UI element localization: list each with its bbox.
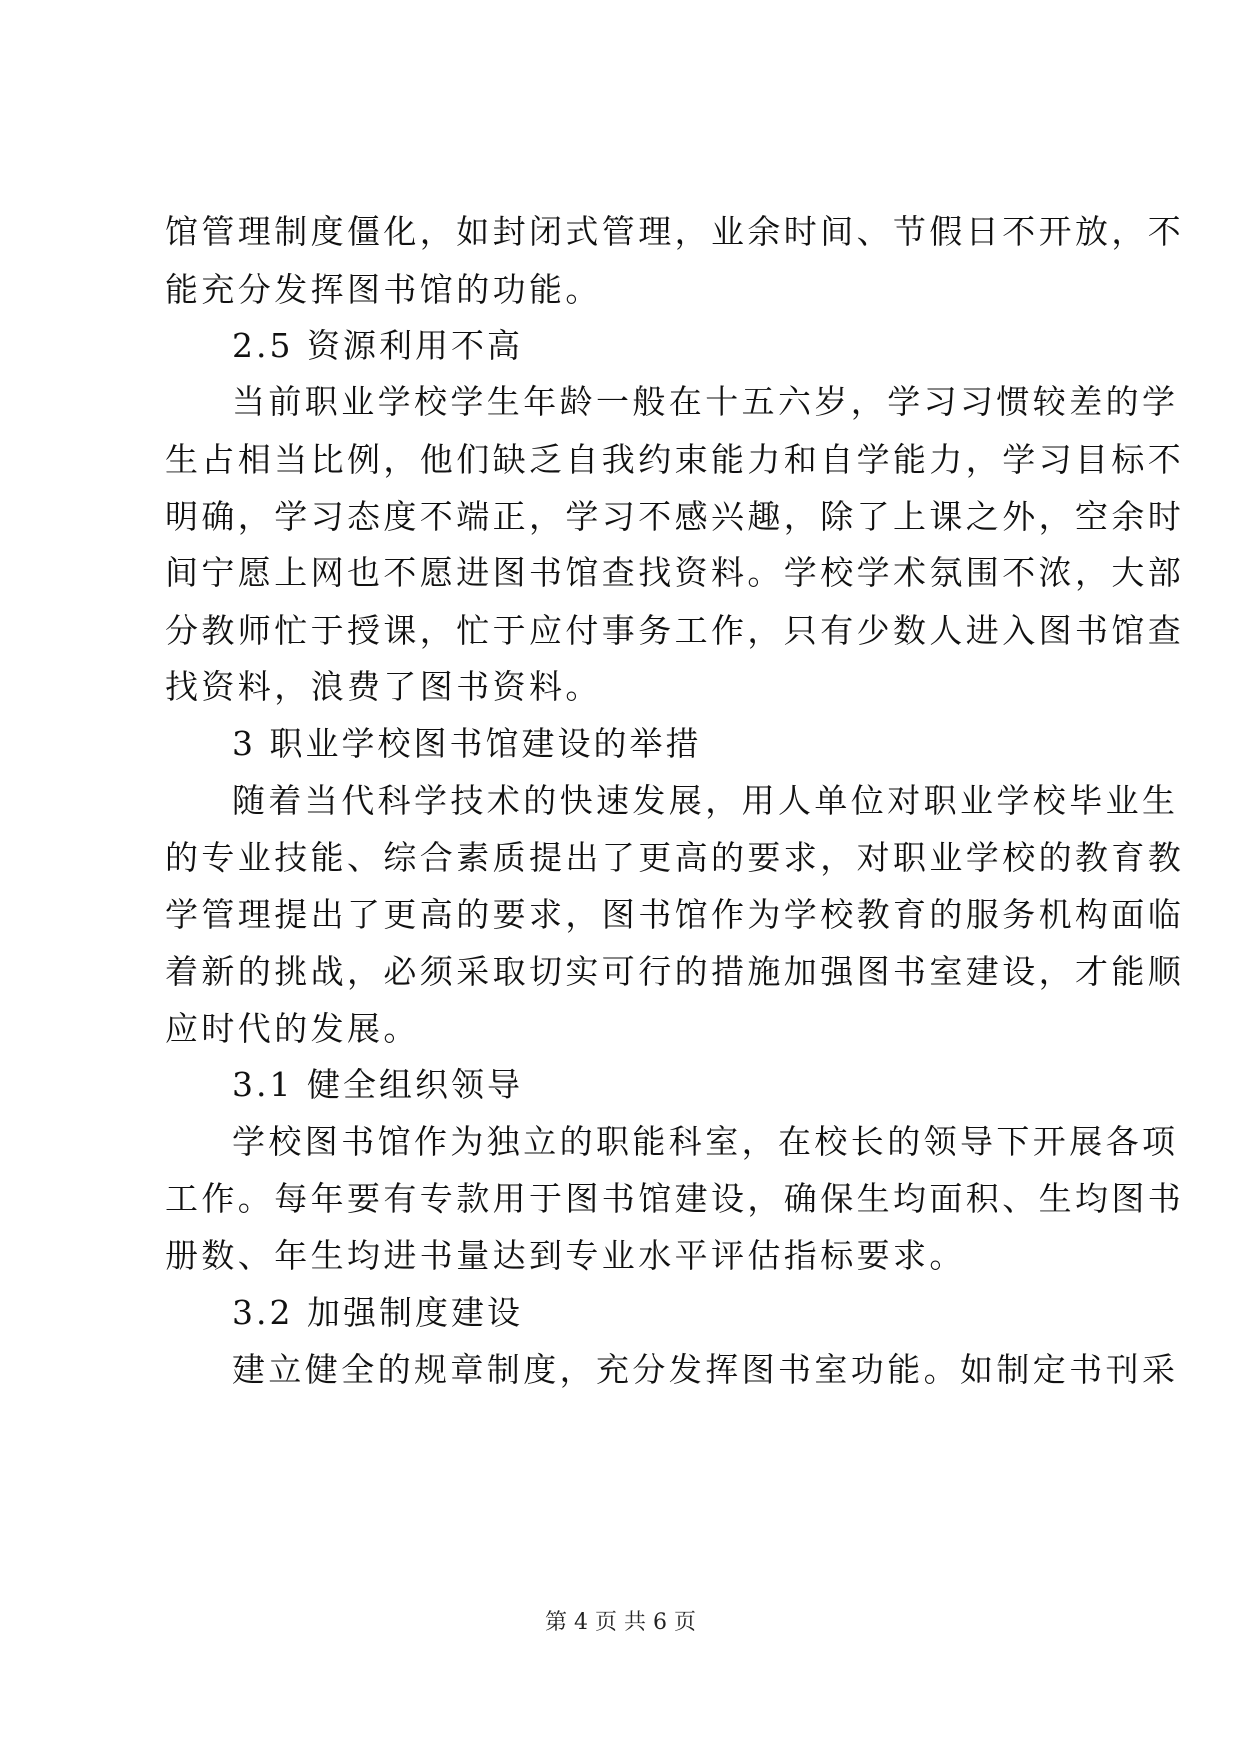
body-text-line: 找资料，浪费了图书资料。 bbox=[165, 667, 602, 706]
body-text-line: 工作。每年要有专款用于图书馆建设，确保生均面积、生均图书 bbox=[165, 1179, 1185, 1218]
section-heading-3-2: 3.2 加强制度建设 bbox=[232, 1293, 523, 1332]
body-text-line: 册数、年生均进书量达到专业水平评估指标要求。 bbox=[165, 1236, 966, 1275]
body-text-line: 随着当代科学技术的快速发展，用人单位对职业学校毕业生 bbox=[232, 781, 1179, 820]
body-text-line: 明确，学习态度不端正，学习不感兴趣，除了上课之外，空余时 bbox=[165, 497, 1185, 536]
body-text-line: 学管理提出了更高的要求，图书馆作为学校教育的服务机构面临 bbox=[165, 895, 1185, 934]
body-text-line: 当前职业学校学生年龄一般在十五六岁，学习习惯较差的学 bbox=[232, 382, 1179, 421]
body-text-line: 建立健全的规章制度，充分发挥图书室功能。如制定书刊采 bbox=[232, 1350, 1179, 1389]
body-text-line: 的专业技能、综合素质提出了更高的要求，对职业学校的教育教 bbox=[165, 838, 1185, 877]
body-text-line: 分教师忙于授课，忙于应付事务工作，只有少数人进入图书馆查 bbox=[165, 611, 1185, 650]
section-heading-3-1: 3.1 健全组织领导 bbox=[232, 1065, 523, 1104]
body-text-line: 能充分发挥图书馆的功能。 bbox=[165, 270, 602, 309]
section-heading-2-5: 2.5 资源利用不高 bbox=[232, 326, 523, 365]
body-text-line: 着新的挑战，必须采取切实可行的措施加强图书室建设，才能顺 bbox=[165, 952, 1185, 991]
body-text-line: 生占相当比例，他们缺乏自我约束能力和自学能力，学习目标不 bbox=[165, 440, 1185, 479]
body-text-line: 间宁愿上网也不愿进图书馆查找资料。学校学术氛围不浓，大部 bbox=[165, 553, 1185, 592]
body-text-line: 学校图书馆作为独立的职能科室，在校长的领导下开展各项 bbox=[232, 1122, 1179, 1161]
body-text-line: 应时代的发展。 bbox=[165, 1009, 420, 1048]
body-text-line: 馆管理制度僵化，如封闭式管理，业余时间、节假日不开放，不 bbox=[165, 212, 1185, 251]
page-number-footer: 第 4 页 共 6 页 bbox=[545, 1610, 696, 1635]
section-heading-3: 3 职业学校图书馆建设的举措 bbox=[232, 724, 702, 763]
